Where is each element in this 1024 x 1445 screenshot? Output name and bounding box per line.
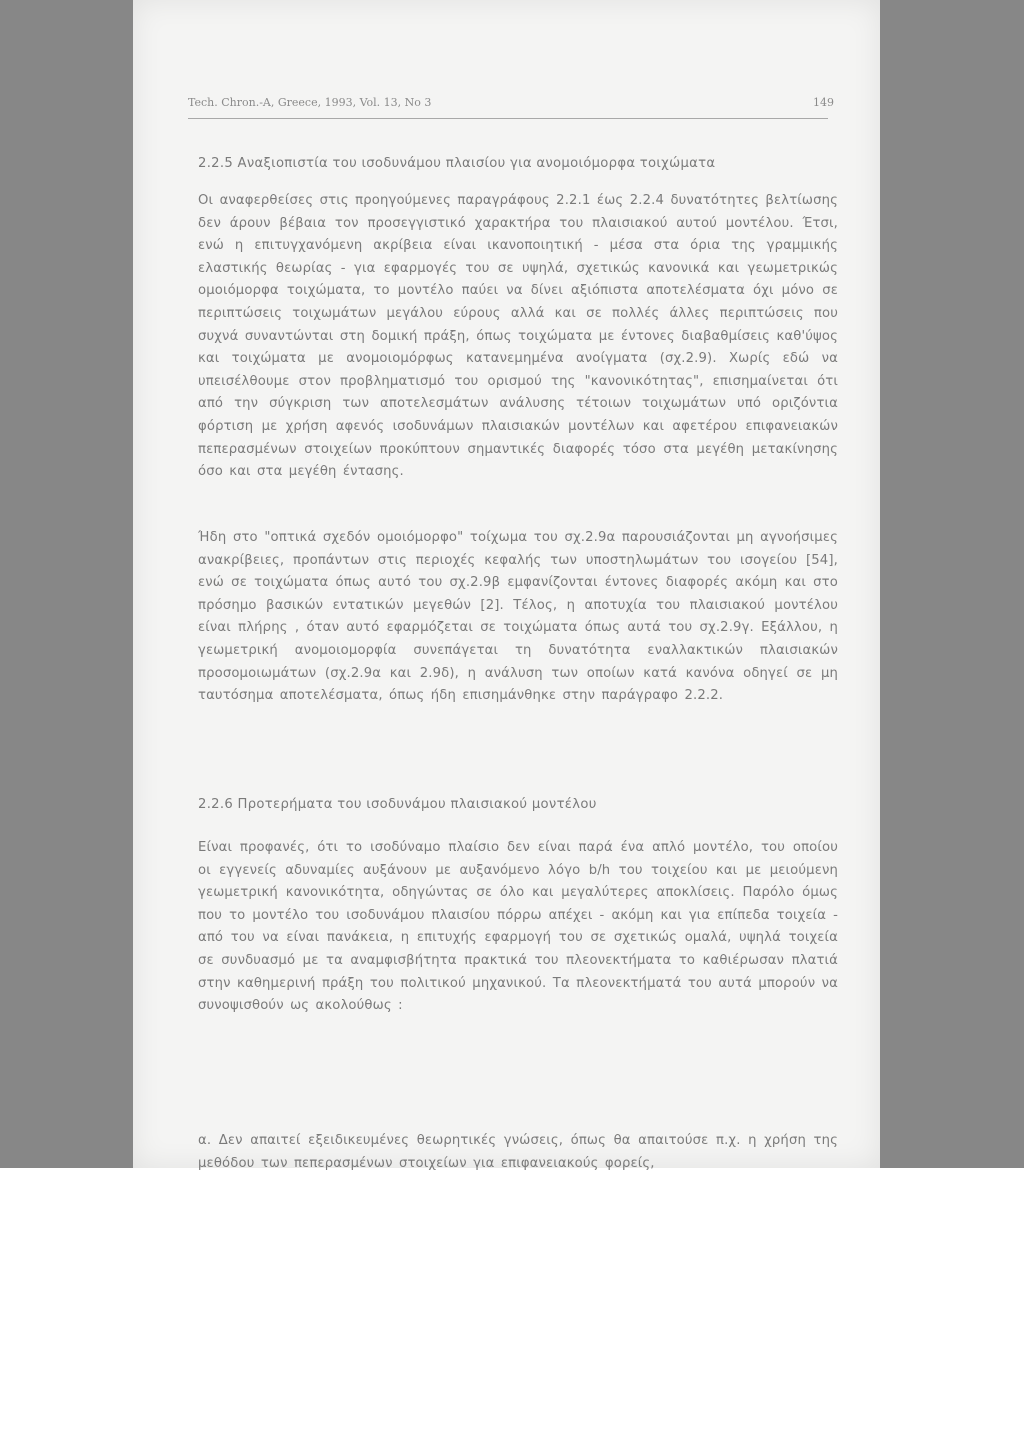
section-heading-2-2-5: 2.2.5 Αναξιοπιστία του ισοδυνάμου πλαισίου για ανομοιόμορφα τοιχώματα	[198, 156, 716, 171]
paragraph-2: Ήδη στο "οπτικά σχεδόν ομοιόμορφο" τοίχωμα του σχ.2.9α παρουσιάζονται μη αγνοήσιμες ανακρίβειες, προπάντων στις περιοχές κεφαλής των υποστηλωμάτων του ισογείου [54], ενώ σε τοιχώματα όπως αυτό του σχ.2.9β εμφανίζονται έντονες διαφορές ακόμη και στο πρόσημο βασικών εντατικών μεγεθών [2]. Τέλος, η αποτυχία του πλαισιακού μοντέλου είναι πλήρης , όταν αυτό εφαρμόζεται σε τοιχώματα όπως αυτά του σχ.2.9γ. Εξάλλου, η γεωμετρική ανομοιομορφία συνεπάγεται τη δυνατότητα εναλλακτικών πλαισιακών προσομοιωμάτων (σχ.2.9α και 2.9δ), η ανάλυση των οποίων κατά κανόνα οδηγεί σε μη ταυτόσημα αποτελέσματα, όπως ήδη επισημάνθηκε στην παράγραφο 2.2.2.	[198, 530, 838, 704]
paragraph-1: Οι αναφερθείσες στις προηγούμενες παραγράφους 2.2.1 έως 2.2.4 δυνατότητες βελτίωσης δεν άρουν βέβαια τον προσεγγιστικό χαρακτήρα του πλαισιακού αυτού μοντέλου. Έτσι, ενώ η επιτυγχανόμενη ακρίβεια είναι ικανοποιητική - μέσα στα όρια της γραμμικής ελαστικής θεωρίας - για εφαρμογές του σε υψηλά, σχετικώς κανονικά και γεωμετρικώς ομοιόμορφα τοιχώματα, το μοντέλο παύει να δίνει αξιόπιστα αποτελέσματα όχι μόνο σε περιπτώσεις τοιχωμάτων μεγάλου εύρους αλλά και σε πολλές άλλες περιπτώσεις που συχνά συναντώνται στη δομική πράξη, όπως τοιχώματα με έντονες διαβαθμίσεις καθ'ύψος και τοιχώματα με ανομοιομόρφως κατανεμημένα ανοίγματα (σχ.2.9). Χωρίς εδώ να υπεισέλθουμε στον προβληματισμό του ορισμού της "κανονικότητας", επισημαίνεται ότι από την σύγκριση των αποτελεσμάτων ανάλυσης τέτοιων τοιχωμάτων υπό οριζόντια φόρτιση με χρήση αφενός ισοδυνάμων πλαισιακών μοντέλων και αφετέρου επιφανειακών πεπερασμένων στοιχείων προκύπτουν σημαντικές διαφορές τόσο στα μεγέθη μετακίνησης όσο και στα μεγέθη έντασης.	[198, 193, 838, 480]
header-rule	[188, 118, 828, 119]
list-item-a: α. Δεν απαιτεί εξειδικευμένες θεωρητικές γνώσεις, όπως θα απαιτούσε π.χ. η χρήση της μεθόδου των πεπερασμένων στοιχείων για επιφανειακούς φορείς,	[198, 1133, 838, 1171]
journal-citation: Tech. Chron.-A, Greece, 1993, Vol. 13, No 3	[188, 96, 432, 109]
page-number: 149	[813, 96, 834, 109]
section-heading-2-2-6: 2.2.6 Προτερήματα του ισοδυνάμου πλαισιακού μοντέλου	[198, 797, 597, 812]
running-header	[188, 96, 838, 109]
paragraph-3: Είναι προφανές, ότι το ισοδύναμο πλαίσιο δεν είναι παρά ένα απλό μοντέλο, του οποίου οι εγγενείς αδυναμίες αυξάνουν με αυξανόμενο λόγο b/h του τοιχείου και με μειούμενη γεωμετρική κανονικότητα, οδηγώντας σε όλο και μεγαλύτερες αποκλίσεις. Παρόλο όμως που το μοντέλο του ισοδυνάμου πλαισίου πόρρω απέχει - ακόμη και για επίπεδα τοιχεία - από του να είναι πανάκεια, η επιτυχής εφαρμογή του σε σχετικώς ομαλά, υψηλά τοιχεία σε συνδυασμό με τα αναμφισβήτητα πρακτικά του πλεονεκτήματα το καθιέρωσαν πλατιά στην καθημερινή πράξη του πολιτικού μηχανικού. Τα πλεονεκτήματά του αυτά μπορούν να συνοψισθούν ως ακολούθως :	[198, 840, 838, 1014]
